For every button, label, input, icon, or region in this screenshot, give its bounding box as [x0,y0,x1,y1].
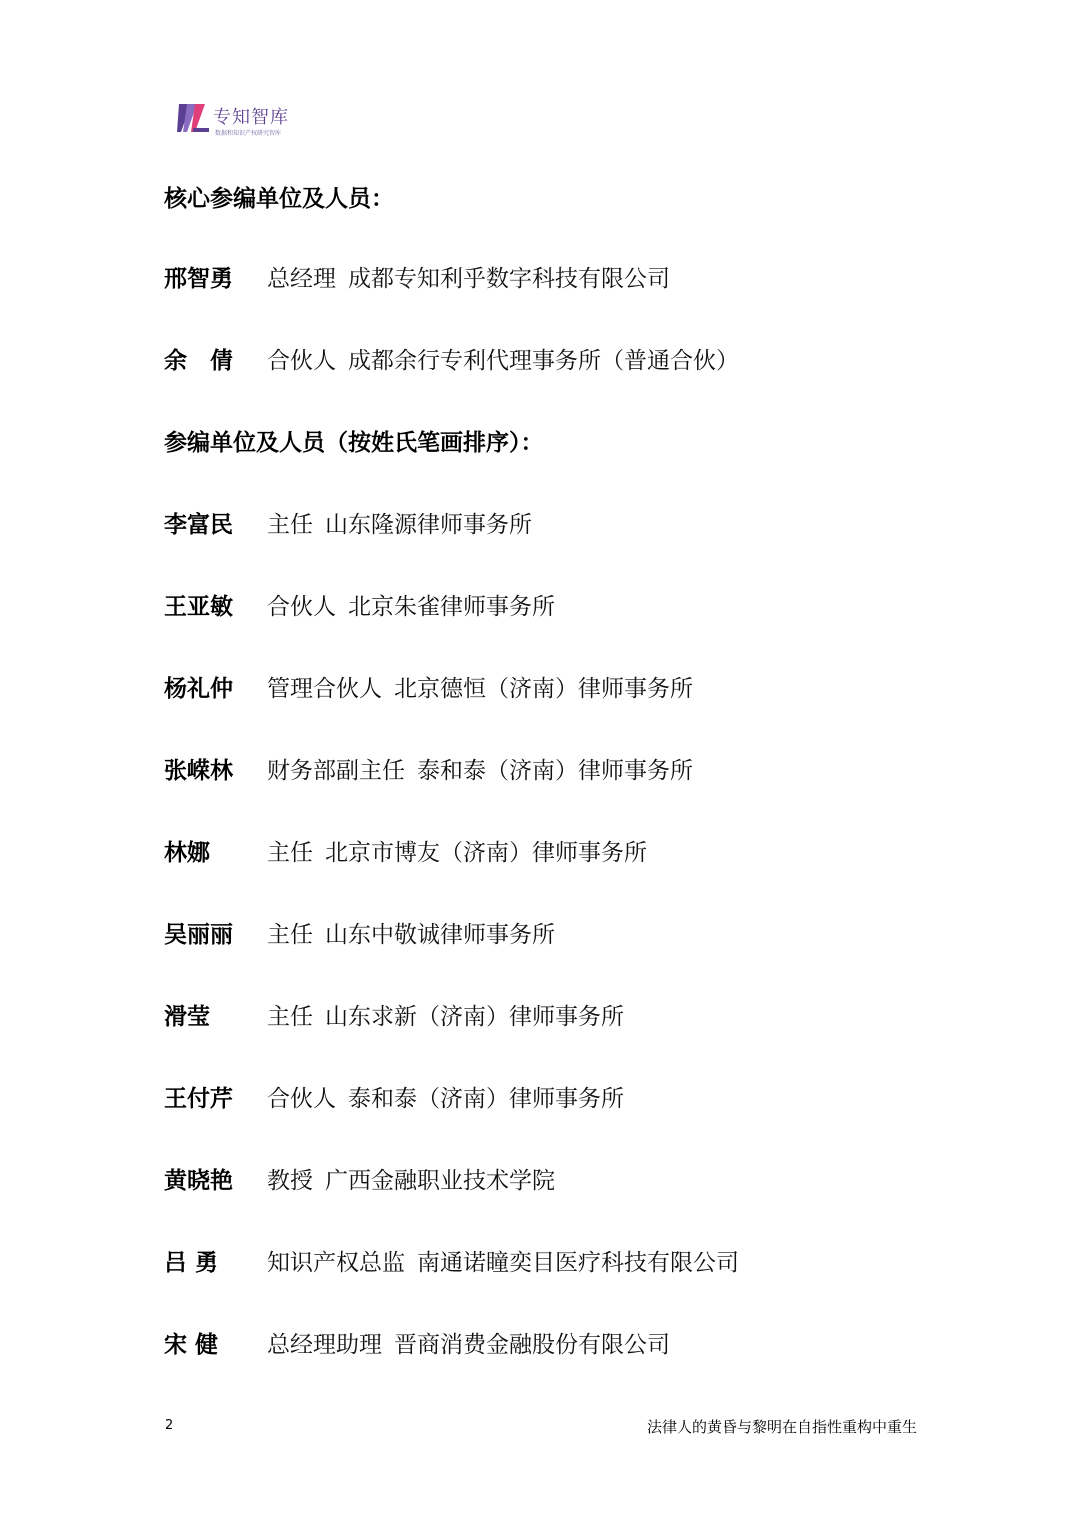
member-title: 教授 [267,1168,313,1194]
member-org: 山东中敬诚律师事务所 [325,922,555,948]
member-title: 主任 [267,1004,313,1030]
member-name: 杨礼仲 [164,676,233,702]
member-title: 合伙人 [267,348,336,374]
member-org: 广西金融职业技术学院 [325,1168,555,1194]
member-org: 北京市博友（济南）律师事务所 [325,840,647,866]
member-detail [267,260,670,293]
member-name: 林娜 [164,840,210,866]
member-name: 黄晓艳 [164,1168,233,1194]
member-org: 成都余行专利代理事务所（普通合伙） [348,348,739,374]
members-heading: 参编单位及人员（按姓氏笔画排序）： [164,430,544,456]
member-org: 南通诺瞳奕目医疗科技有限公司 [417,1250,739,1276]
footer-title: 法律人的黄昏与黎明在自指性重构中重生 [646,1418,917,1436]
member-name: 滑莹 [164,1004,210,1030]
member-detail [267,1326,670,1359]
member-detail [267,1162,555,1195]
member-org: 北京朱雀律师事务所 [348,594,555,620]
member-org: 泰和泰（济南）律师事务所 [348,1086,624,1112]
member-detail [267,1080,624,1113]
member-detail [267,834,647,867]
member-title: 主任 [267,512,313,538]
member-title: 总经理 [267,266,336,292]
member-name: 余 倩 [164,348,233,374]
member-detail [267,670,693,703]
member-name: 王亚敏 [164,594,233,620]
member-org: 成都专知利乎数字科技有限公司 [348,266,670,292]
member-org: 山东隆源律师事务所 [325,512,532,538]
page-number: 2 [165,1418,174,1433]
member-org: 北京德恒（济南）律师事务所 [394,676,693,702]
logo-mark-icon [177,102,211,134]
member-detail [267,752,693,785]
member-name: 宋 健 [164,1332,219,1358]
member-name: 李富民 [164,512,233,538]
member-title: 财务部副主任 [267,758,405,784]
member-name: 张嵘林 [164,758,233,784]
logo [177,100,317,140]
core-heading: 核心参编单位及人员： [164,186,394,212]
member-name: 吴丽丽 [164,922,233,948]
member-title: 合伙人 [267,594,336,620]
member-title: 合伙人 [267,1086,336,1112]
member-title: 管理合伙人 [267,676,382,702]
member-title: 知识产权总监 [267,1250,405,1276]
member-detail [267,342,739,375]
member-org: 晋商消费金融股份有限公司 [394,1332,670,1358]
logo-subtitle: 数据和知识产权研究智库 [215,130,282,137]
member-name: 王付芹 [164,1086,233,1112]
member-detail [267,998,624,1031]
member-title: 主任 [267,840,313,866]
member-name: 邢智勇 [164,266,233,292]
member-org: 泰和泰（济南）律师事务所 [417,758,693,784]
member-name: 吕 勇 [164,1250,219,1276]
logo-title: 专知智库 [213,107,289,128]
member-title: 总经理助理 [267,1332,382,1358]
member-detail [267,506,532,539]
member-org: 山东求新（济南）律师事务所 [325,1004,624,1030]
member-detail [267,916,555,949]
member-title: 主任 [267,922,313,948]
member-detail [267,588,555,621]
member-detail [267,1244,739,1277]
